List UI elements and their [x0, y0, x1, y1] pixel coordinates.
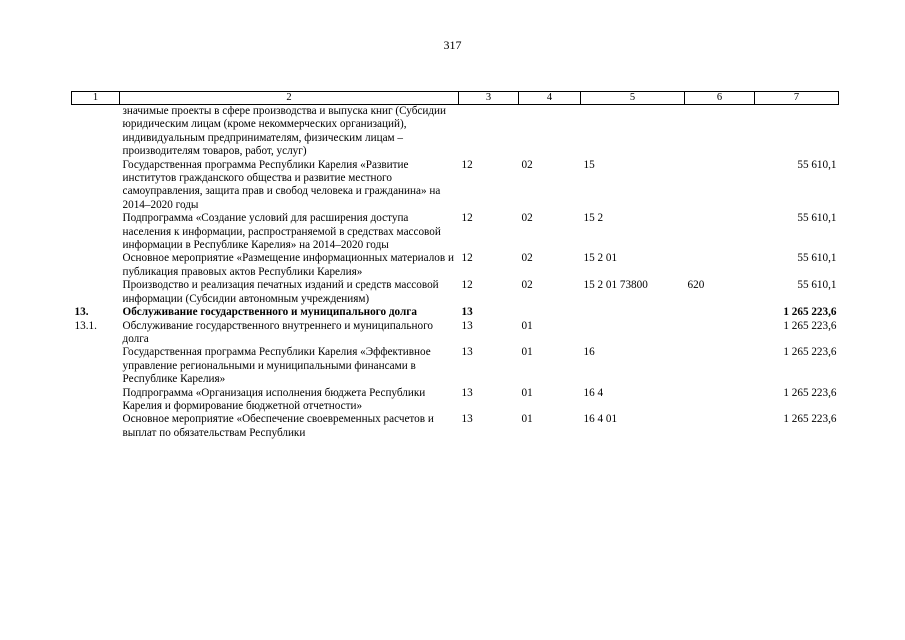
- row-number: [72, 279, 120, 306]
- row-number: [72, 212, 120, 252]
- item-name: Государственная программа Республики Карелия «Развитие институтов гражданского общества и развитие местного самоуправления, защита прав и свобод человека и гражданина» на 2014–2020 годы: [122, 158, 441, 211]
- target-article-code: 15 2 01 73800: [583, 279, 648, 292]
- target-article-code: 15: [583, 158, 595, 171]
- table-row: [72, 346, 839, 386]
- section-code: 12: [461, 158, 473, 171]
- amount: 1 265 223,6: [783, 346, 837, 359]
- item-name: Обслуживание государственного и муниципального долга: [122, 306, 417, 319]
- section-code: 13: [461, 413, 473, 426]
- item-name: Обслуживание государственного внутреннего и муниципального долга: [122, 319, 433, 345]
- amount: 55 610,1: [797, 212, 837, 225]
- table-row: [72, 387, 839, 414]
- amount: 1 265 223,6: [783, 319, 837, 332]
- item-name: значимые проекты в сфере производства и выпуска книг (Субсидии юридическим лицам (кроме некоммерческих организаций), индивидуальным предпринимателям, физическим лицам – производителям товаров, работ, услуг): [122, 105, 447, 158]
- subsection-code: [519, 105, 581, 159]
- subsection-code: 01: [521, 319, 533, 332]
- item-name: Производство и реализация печатных изданий и средств массовой информации (Субсидии автономным учреждениям): [122, 279, 439, 305]
- table-row: [72, 279, 839, 306]
- section-code: 13: [461, 319, 473, 332]
- subsection-code: 01: [521, 413, 533, 426]
- subsection-code: 01: [521, 346, 533, 359]
- amount: 1 265 223,6: [783, 413, 837, 426]
- table-row: [72, 413, 839, 440]
- target-article-code: [581, 320, 685, 347]
- item-name: Государственная программа Республики Карелия «Эффективное управление региональными и муниципальными финансами в Республике Карелия»: [122, 346, 431, 386]
- subsection-code: 01: [521, 386, 533, 399]
- expense-type-code: [685, 306, 755, 319]
- subsection-code: 02: [521, 279, 533, 292]
- table-row: [72, 252, 839, 279]
- column-number-6: 6: [685, 92, 755, 105]
- expense-type-code: [685, 320, 755, 347]
- section-code: 12: [461, 212, 473, 225]
- table-row: [72, 306, 839, 319]
- target-article-code: 16 4 01: [583, 413, 618, 426]
- column-number-1: 1: [72, 92, 120, 105]
- column-number-3: 3: [459, 92, 519, 105]
- column-number-4: 4: [519, 92, 581, 105]
- table-row: [72, 320, 839, 347]
- table-row: [72, 212, 839, 252]
- row-number: [72, 105, 120, 159]
- subsection-code: [519, 306, 581, 319]
- row-number: [72, 413, 120, 440]
- target-article-code: 15 2: [583, 212, 604, 225]
- column-number-row: [72, 92, 839, 105]
- row-number: [72, 159, 120, 213]
- row-number: 13.1.: [74, 319, 97, 332]
- target-article-code: [581, 105, 685, 159]
- subsection-code: 02: [521, 252, 533, 265]
- page-number: 317: [443, 38, 462, 52]
- column-number-5: 5: [581, 92, 685, 105]
- target-article-code: 15 2 01: [583, 252, 618, 265]
- section-code: 12: [461, 252, 473, 265]
- expense-type-code: [685, 105, 755, 159]
- amount: 55 610,1: [797, 158, 837, 171]
- amount: 1 265 223,6: [783, 386, 837, 399]
- table-row: [72, 159, 839, 213]
- subsection-code: 02: [521, 212, 533, 225]
- amount: 55 610,1: [797, 279, 837, 292]
- section-code: 13: [461, 386, 473, 399]
- item-name: Основное мероприятие «Размещение информационных материалов и публикация правовых актов Республики Карелия»: [122, 252, 454, 278]
- item-name: Подпрограмма «Организация исполнения бюджета Республики Карелия и формирование бюджетной отчетности»: [122, 386, 426, 412]
- target-article-code: 16 4: [583, 386, 604, 399]
- section-code: 13: [461, 346, 473, 359]
- row-number: [72, 387, 120, 414]
- item-name: Основное мероприятие «Обеспечение своевременных расчетов и выплат по обязательствам Республики: [122, 413, 434, 439]
- target-article-code: [581, 306, 685, 319]
- expense-type-code: [685, 387, 755, 414]
- row-number: [72, 252, 120, 279]
- section-code: [459, 105, 519, 159]
- amount: 1 265 223,6: [783, 306, 837, 319]
- section-code: 13: [461, 306, 473, 319]
- expense-type-code: [685, 413, 755, 440]
- expense-type-code: 620: [687, 279, 705, 292]
- expense-type-code: [685, 212, 755, 252]
- column-number-7: 7: [755, 92, 839, 105]
- expense-type-code: [685, 159, 755, 213]
- row-number: 13.: [74, 306, 89, 319]
- row-number: [72, 346, 120, 386]
- column-number-2: 2: [120, 92, 459, 105]
- amount: [755, 105, 839, 159]
- section-code: 12: [461, 279, 473, 292]
- target-article-code: 16: [583, 346, 595, 359]
- table-body: [72, 105, 839, 441]
- subsection-code: 02: [521, 158, 533, 171]
- table-row: [72, 105, 839, 159]
- amount: 55 610,1: [797, 252, 837, 265]
- item-name: Подпрограмма «Создание условий для расширения доступа населения к информации, распространяемой в средствах массовой информации в Республике Карелия» на 2014–2020 годы: [122, 212, 441, 252]
- budget-table: [71, 91, 839, 440]
- expense-type-code: [685, 252, 755, 279]
- expense-type-code: [685, 346, 755, 386]
